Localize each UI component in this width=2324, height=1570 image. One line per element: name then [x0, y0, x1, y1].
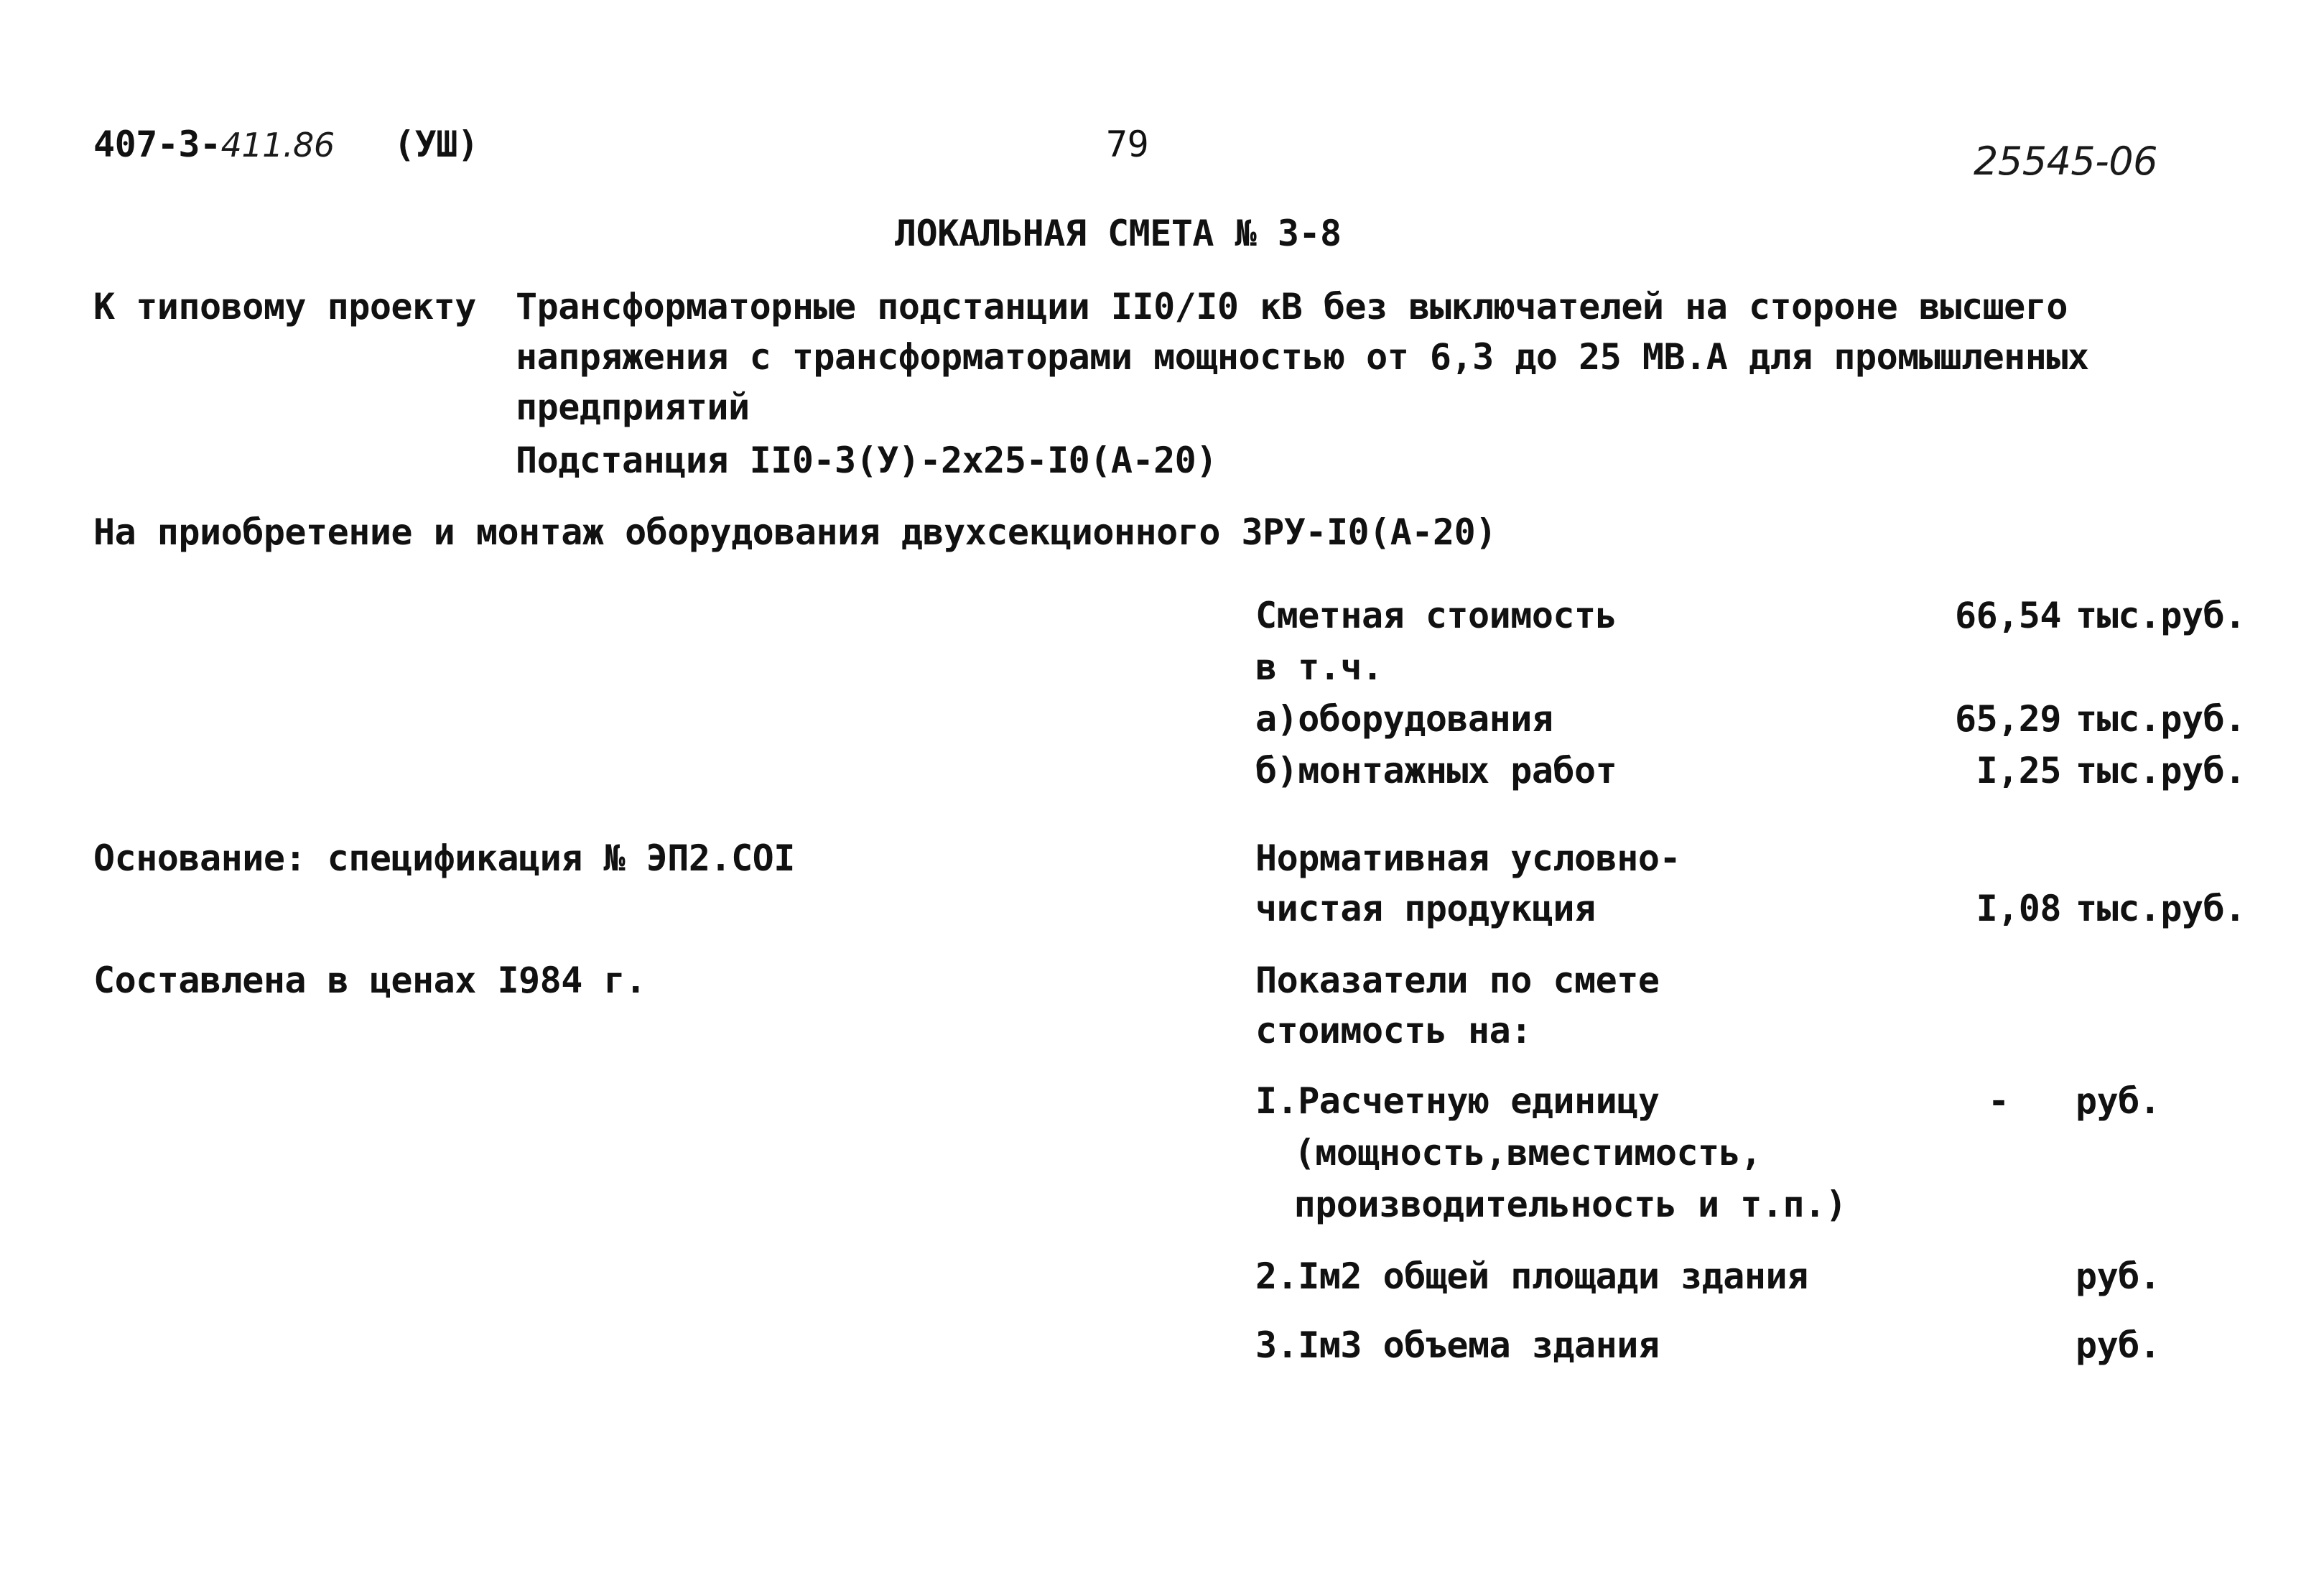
project-line-2: напряжения с трансформаторами мощностью от 6,3 до 25 МВ.А для промышленных	[516, 336, 2089, 378]
indicator-unit-cost-value: -	[1988, 1080, 2009, 1122]
project-line-1: Трансформаторные подстанции II0/I0 кВ без выключателей на стороне высшего	[516, 286, 2068, 328]
cost-item-installation-label: б)монтажных работ	[1255, 750, 1617, 791]
normative-value: I,08	[1976, 888, 2061, 929]
volume-number: (УШ)	[394, 124, 479, 165]
indicators-heading-line-2: стоимость на:	[1255, 1010, 1532, 1051]
document-code	[93, 124, 335, 166]
normative-unit: тыс.руб.	[2076, 888, 2246, 929]
document-code-prefix: 407-3-	[93, 124, 221, 165]
cost-including-label: в т.ч.	[1255, 646, 1383, 688]
indicator-volume-unit: руб.	[2076, 1324, 2161, 1366]
indicator-floor-area-unit: руб.	[2076, 1255, 2161, 1297]
document-code-handwritten: 411.86	[220, 126, 335, 164]
inventory-number: 25545-06	[1974, 139, 2157, 184]
page-title: ЛОКАЛЬНАЯ СМЕТА № 3-8	[895, 213, 1342, 254]
estimate-purpose: На приобретение и монтаж оборудования двухсекционного ЗРУ-I0(А-20)	[93, 511, 1497, 553]
cost-label: Сметная стоимость	[1255, 595, 1617, 636]
cost-item-equipment-unit: тыс.руб.	[2076, 698, 2246, 740]
indicator-unit-cost-line-3: производительность и т.п.)	[1273, 1184, 1847, 1225]
basis-text: Основание: спецификация № ЭП2.СОI	[93, 837, 795, 879]
cost-item-installation-unit: тыс.руб.	[2076, 750, 2246, 791]
substation-name: Подстанция II0-3(У)-2х25-I0(А-20)	[516, 440, 1217, 481]
cost-item-equipment-label: а)оборудования	[1255, 698, 1553, 740]
page-number: 79	[1106, 124, 1149, 165]
indicator-volume-label: 3.Iм3 объема здания	[1255, 1324, 1660, 1366]
prices-basis-text: Составлена в ценах I984 г.	[93, 960, 646, 1001]
cost-value: 66,54	[1954, 595, 2061, 636]
project-label: К типовому проекту	[93, 286, 476, 328]
normative-label-line-2: чистая продукция	[1255, 888, 1596, 929]
indicator-unit-cost-line-2: (мощность,вместимость,	[1273, 1132, 1762, 1174]
indicators-heading-line-1: Показатели по смете	[1255, 960, 1660, 1001]
cost-item-equipment-value: 65,29	[1954, 698, 2061, 740]
indicator-floor-area-label: 2.Iм2 общей площади здания	[1255, 1255, 1808, 1297]
normative-label-line-1: Нормативная условно-	[1255, 837, 1681, 879]
indicator-unit-cost-unit: руб.	[2076, 1080, 2161, 1122]
project-line-3: предприятий	[516, 386, 750, 428]
cost-unit: тыс.руб.	[2076, 595, 2246, 636]
cost-item-installation-value: I,25	[1976, 750, 2061, 791]
indicator-unit-cost-line-1: I.Расчетную единицу	[1255, 1080, 1660, 1122]
